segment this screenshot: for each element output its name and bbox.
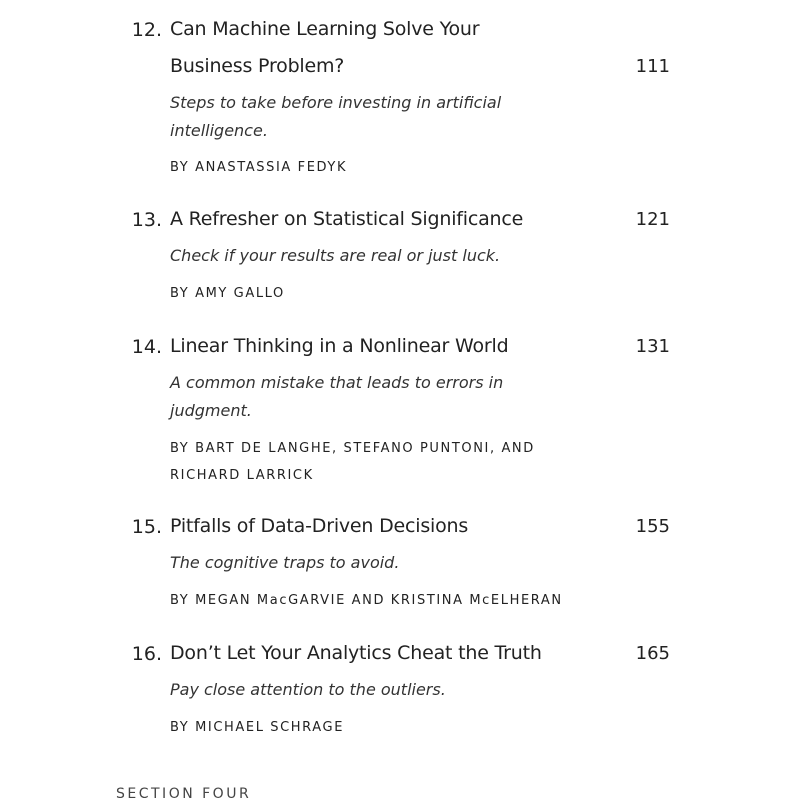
- entry-number: 13.: [131, 209, 162, 231]
- entry-author: BY MICHAEL SCHRAGE: [170, 720, 345, 735]
- entry-page-number: 131: [635, 336, 670, 357]
- entry-title[interactable]: Linear Thinking in a Nonlinear World: [170, 335, 509, 357]
- entry-author: BY AMY GALLO: [170, 286, 285, 301]
- entry-title[interactable]: Can Machine Learning Solve Your Business Problem?: [170, 18, 480, 77]
- entry-description: Check if your results are real or just luck.: [170, 246, 501, 265]
- entry-author: BY ANASTASSIA FEDYK: [170, 160, 348, 175]
- entry-number: 12.: [131, 19, 162, 41]
- entry-author: BY MEGAN MacGARVIE AND KRISTINA McELHERAN: [170, 593, 563, 608]
- entry-description: The cognitive traps to avoid.: [170, 553, 400, 572]
- section-heading: SECTION FOUR: [116, 786, 252, 802]
- entry-page-number: 121: [635, 209, 670, 230]
- entry-number: 16.: [131, 643, 162, 665]
- entry-description: Steps to take before investing in artificial intelligence.: [170, 93, 502, 140]
- entry-page-number: 165: [635, 643, 670, 664]
- entry-description: A common mistake that leads to errors in judgment.: [170, 373, 504, 420]
- entry-number: 14.: [131, 336, 162, 358]
- entry-number: 15.: [131, 516, 162, 538]
- entry-page-number: 155: [635, 516, 670, 537]
- entry-title[interactable]: A Refresher on Statistical Significance: [170, 208, 524, 230]
- entry-description: Pay close attention to the outliers.: [170, 680, 446, 699]
- entry-page-number: 111: [635, 56, 670, 77]
- entry-title[interactable]: Don’t Let Your Analytics Cheat the Truth: [170, 642, 542, 664]
- entry-author: BY BART DE LANGHE, STEFANO PUNTONI, AND RICHARD LARRICK: [170, 441, 535, 483]
- entry-title[interactable]: Pitfalls of Data-Driven Decisions: [170, 515, 469, 537]
